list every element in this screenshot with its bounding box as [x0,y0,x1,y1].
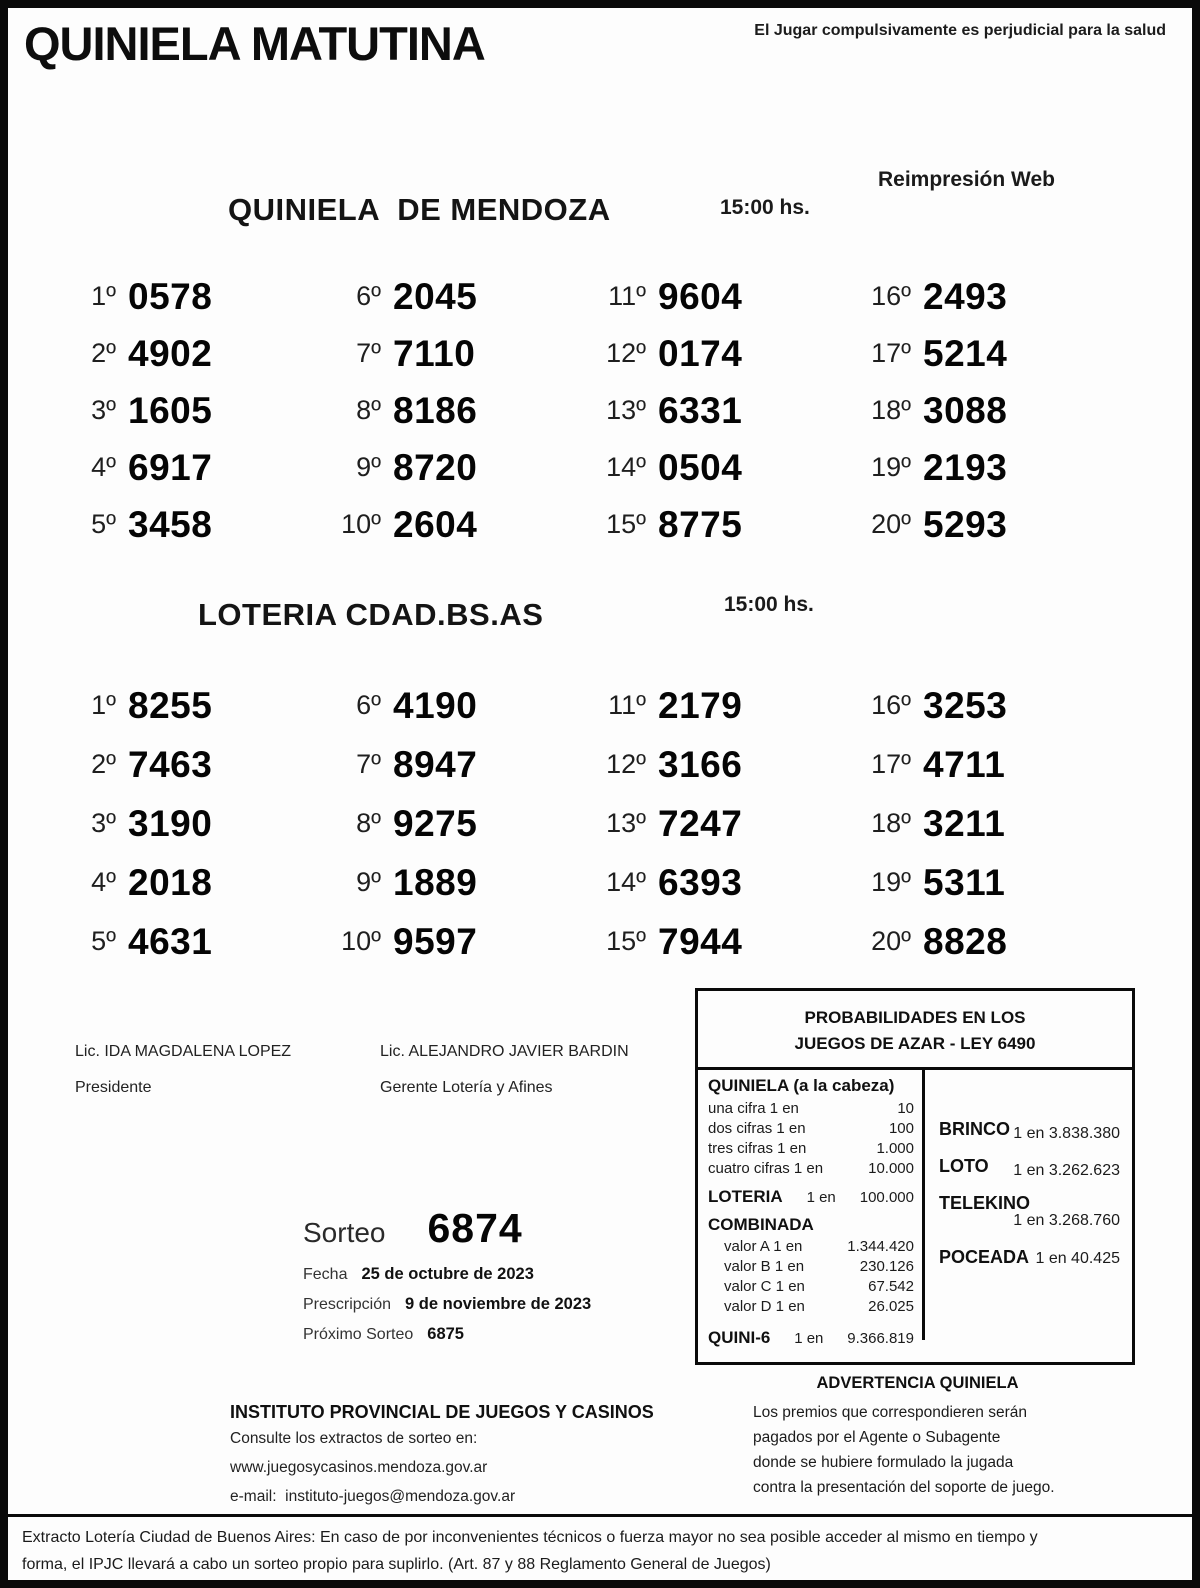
result-position: 9º [356,867,381,897]
result-number: 3458 [128,503,213,545]
probabilities-right-column [925,1070,1132,1340]
prescripcion-value: 9 de noviembre de 2023 [405,1295,592,1313]
prescripcion-label: Prescripción [303,1296,392,1313]
result-cell [600,439,865,496]
advertencia-block [745,1374,1090,1500]
odds-value: 10 [897,1100,914,1117]
result-number: 3166 [658,743,743,785]
odds-label: QUINI-6 [708,1328,771,1347]
result-number: 2045 [393,275,478,317]
section-title-mendoza: QUINIELA DE MENDOZA [228,192,611,227]
prescripcion-row [303,1295,591,1314]
result-position: 16º [871,281,911,311]
result-cell [70,382,335,439]
reprint-web-label: Reimpresión Web [878,168,1055,191]
result-cell [335,794,600,853]
result-number: 1889 [393,861,478,903]
draw-info-block [303,1205,591,1344]
odds-value: 1.344.420 [847,1238,914,1255]
odds-label: tres cifras 1 en [708,1140,807,1157]
odds-value: 67.542 [868,1278,914,1295]
signer-name-presidente: Lic. IDA MAGDALENA LOPEZ [75,1043,292,1060]
result-cell [335,439,600,496]
result-number: 9597 [393,920,478,962]
section-time-mendoza: 15:00 hs. [720,196,810,219]
result-number: 3211 [923,802,1006,844]
result-position: 17º [871,749,911,779]
odds-row [708,1237,914,1257]
odds-label: valor B 1 en [724,1258,805,1275]
results-grid-mendoza [70,268,1130,553]
result-number: 4902 [128,332,213,374]
odds-row [708,1119,914,1139]
result-cell [865,496,1130,553]
result-cell [865,325,1130,382]
odds-value: 100.000 [859,1189,914,1206]
fecha-value: 25 de octubre de 2023 [361,1265,534,1283]
loto-odds [939,1155,1120,1180]
result-cell [335,853,600,912]
result-cell [865,912,1130,971]
result-cell [600,496,865,553]
advertencia-line: donde se hubiere formulado la jugada [753,1454,1014,1471]
advertencia-body [745,1400,1090,1500]
result-position: 14º [606,867,646,897]
probabilities-body [698,1070,1132,1347]
result-position: 13º [606,395,646,425]
footer-note-line2: forma, el IPJC llevará a cabo un sorteo propio para suplirlo. (Art. 87 y 88 Reglamento General de Juegos) [22,1556,771,1573]
fecha-row [303,1265,591,1284]
instituto-consulte-line: Consulte los extractos de sorteo en: [230,1430,478,1447]
result-position: 3º [91,808,116,838]
result-cell [865,439,1130,496]
result-position: 12º [606,338,646,368]
result-number: 6917 [128,446,213,488]
odds-label: valor D 1 en [724,1298,805,1315]
result-cell [335,735,600,794]
result-position: 2º [91,749,116,779]
quini6-odds-row [708,1328,914,1349]
advertencia-line: pagados por el Agente o Subagente [753,1429,1001,1446]
signer-role-gerente: Gerente Lotería y Afines [380,1079,553,1096]
email-address: instituto-juegos@mendoza.gov.ar [285,1488,516,1505]
result-position: 8º [356,395,381,425]
result-position: 15º [606,509,646,539]
odds-value: 10.000 [868,1160,914,1177]
result-cell [335,268,600,325]
proximo-sorteo-label: Próximo Sorteo [303,1326,414,1343]
instituto-name: INSTITUTO PROVINCIAL DE JUEGOS Y CASINOS [230,1402,654,1422]
result-cell [600,794,865,853]
odds-value: 26.025 [868,1298,914,1315]
odds-value: 1 en 40.425 [1035,1250,1120,1267]
telekino-odds [939,1192,1120,1230]
result-cell [70,496,335,553]
sorteo-label: Sorteo [303,1217,386,1248]
odds-row [708,1277,914,1297]
result-number: 5311 [923,861,1006,903]
result-position: 19º [871,867,911,897]
result-position: 3º [91,395,116,425]
instituto-website: www.juegosycasinos.mendoza.gov.ar [230,1459,488,1476]
result-position: 4º [91,867,116,897]
result-position: 19º [871,452,911,482]
result-position: 20º [871,926,911,956]
result-number: 8255 [128,684,213,726]
result-position: 5º [91,509,116,539]
odds-value: 1.000 [876,1140,914,1157]
probabilities-box [695,988,1135,1365]
probabilities-title [698,991,1132,1070]
result-cell [70,912,335,971]
result-cell [335,912,600,971]
result-position: 2º [91,338,116,368]
result-cell [335,325,600,382]
odds-label: valor A 1 en [724,1238,803,1255]
odds-mid: 1 en [794,1330,824,1347]
result-number: 9275 [393,802,478,844]
result-number: 5293 [923,503,1008,545]
odds-label: LOTERIA [708,1187,783,1206]
probabilities-left-column [698,1070,925,1347]
odds-row [708,1099,914,1119]
quiniela-odds-header: QUINIELA (a la cabeza) [708,1076,895,1095]
result-cell [335,382,600,439]
result-position: 12º [606,749,646,779]
result-cell [70,268,335,325]
result-cell [600,382,865,439]
result-cell [70,853,335,912]
poceada-odds [939,1246,1120,1268]
sorteo-line [303,1205,591,1252]
result-number: 0504 [658,446,743,488]
result-cell [70,735,335,794]
result-cell [335,676,600,735]
result-number: 4631 [128,920,213,962]
result-number: 2493 [923,275,1008,317]
signer-name-gerente: Lic. ALEJANDRO JAVIER BARDIN [380,1043,629,1060]
probabilities-title-line2: JUEGOS DE AZAR - LEY 6490 [794,1034,1036,1053]
result-number: 2193 [923,446,1008,488]
instituto-email-line [230,1488,654,1506]
result-position: 18º [871,808,911,838]
result-number: 2179 [658,684,743,726]
result-cell [600,268,865,325]
odds-value: 9.366.819 [847,1330,914,1347]
odds-row [708,1257,914,1277]
result-number: 3088 [923,389,1008,431]
results-grid-bsas [70,676,1130,971]
result-number: 8186 [393,389,478,431]
result-position: 4º [91,452,116,482]
result-position: 13º [606,808,646,838]
odds-label: LOTO [939,1156,989,1176]
result-cell [600,676,865,735]
result-cell [335,496,600,553]
result-position: 20º [871,509,911,539]
health-warning-text: El Jugar compulsivamente es perjudicial para la salud [754,22,1166,39]
result-cell [70,676,335,735]
result-cell [600,325,865,382]
result-number: 7247 [658,802,743,844]
odds-row [708,1159,914,1179]
result-position: 5º [91,926,116,956]
odds-label: una cifra 1 en [708,1100,799,1117]
result-position: 16º [871,690,911,720]
result-number: 7944 [658,920,743,962]
result-position: 18º [871,395,911,425]
result-cell [70,794,335,853]
result-number: 7110 [393,332,476,374]
odds-row [708,1297,914,1317]
odds-value: 100 [888,1120,914,1137]
result-number: 7463 [128,743,213,785]
result-position: 17º [871,338,911,368]
odds-value: 1 en 3.268.760 [1013,1212,1120,1229]
result-position: 10º [341,509,381,539]
sorteo-number: 6874 [427,1205,523,1251]
result-number: 3253 [923,684,1008,726]
result-cell [600,735,865,794]
result-number: 6393 [658,861,743,903]
result-position: 6º [356,281,381,311]
proximo-sorteo-row [303,1325,591,1344]
result-position: 1º [91,690,116,720]
result-cell [70,325,335,382]
result-position: 6º [356,690,381,720]
result-number: 3190 [128,802,213,844]
brinco-odds [939,1118,1120,1143]
advertencia-line: Los premios que correspondieren serán [753,1404,1027,1421]
result-number: 2018 [128,861,213,903]
instituto-block [230,1402,654,1506]
result-cell [865,853,1130,912]
result-number: 4190 [393,684,478,726]
loteria-odds-row [708,1187,914,1208]
odds-value: 1 en 3.838.380 [1013,1125,1120,1142]
result-position: 15º [606,926,646,956]
odds-label: cuatro cifras 1 en [708,1160,824,1177]
footer-note-line1: Extracto Lotería Ciudad de Buenos Aires: En caso de por inconvenientes técnicos o fuerza mayor no sea posible acceder al mismo en tiempo y [22,1529,1038,1546]
result-number: 6331 [658,389,743,431]
result-number: 8947 [393,743,478,785]
odds-label: TELEKINO [939,1193,1031,1213]
result-number: 8775 [658,503,743,545]
result-position: 14º [606,452,646,482]
signer-role-presidente: Presidente [75,1079,152,1096]
result-cell [865,382,1130,439]
result-number: 1605 [128,389,213,431]
result-cell [865,735,1130,794]
advertencia-line: contra la presentación del soporte de juego. [753,1479,1055,1496]
result-cell [70,439,335,496]
odds-row [708,1139,914,1159]
result-position: 1º [91,281,116,311]
result-cell [865,676,1130,735]
email-label: e-mail: [230,1488,286,1505]
section-title-bsas: LOTERIA CDAD.BS.AS [198,597,544,632]
result-number: 8828 [923,920,1008,962]
odds-value: 1 en 3.262.623 [1013,1162,1120,1179]
result-number: 0174 [658,332,743,374]
result-cell [865,794,1130,853]
result-position: 10º [341,926,381,956]
odds-value: 230.126 [859,1258,914,1275]
result-position: 11º [608,690,646,720]
odds-label: BRINCO [939,1119,1010,1139]
page-title: QUINIELA MATUTINA [24,17,485,70]
odds-label: dos cifras 1 en [708,1120,806,1137]
result-position: 7º [356,749,381,779]
result-position: 7º [356,338,381,368]
result-number: 9604 [658,275,743,317]
result-number: 4711 [923,743,1006,785]
advertencia-title: ADVERTENCIA QUINIELA [816,1374,1019,1392]
section-time-bsas: 15:00 hs. [724,593,814,616]
proximo-sorteo-value: 6875 [427,1325,464,1343]
result-position: 11º [608,281,646,311]
result-position: 9º [356,452,381,482]
odds-label: POCEADA [939,1247,1030,1267]
probabilities-title-line1: PROBABILIDADES EN LOS [804,1008,1026,1027]
result-number: 5214 [923,332,1008,374]
odds-mid: 1 en [806,1189,836,1206]
odds-label: valor C 1 en [724,1278,805,1295]
result-cell [600,853,865,912]
result-number: 8720 [393,446,478,488]
combinada-odds-header: COMBINADA [708,1215,814,1234]
result-number: 2604 [393,503,478,545]
result-position: 8º [356,808,381,838]
result-cell [600,912,865,971]
footer-separator [8,1514,1192,1517]
result-cell [865,268,1130,325]
fecha-label: Fecha [303,1266,348,1283]
result-number: 0578 [128,275,213,317]
